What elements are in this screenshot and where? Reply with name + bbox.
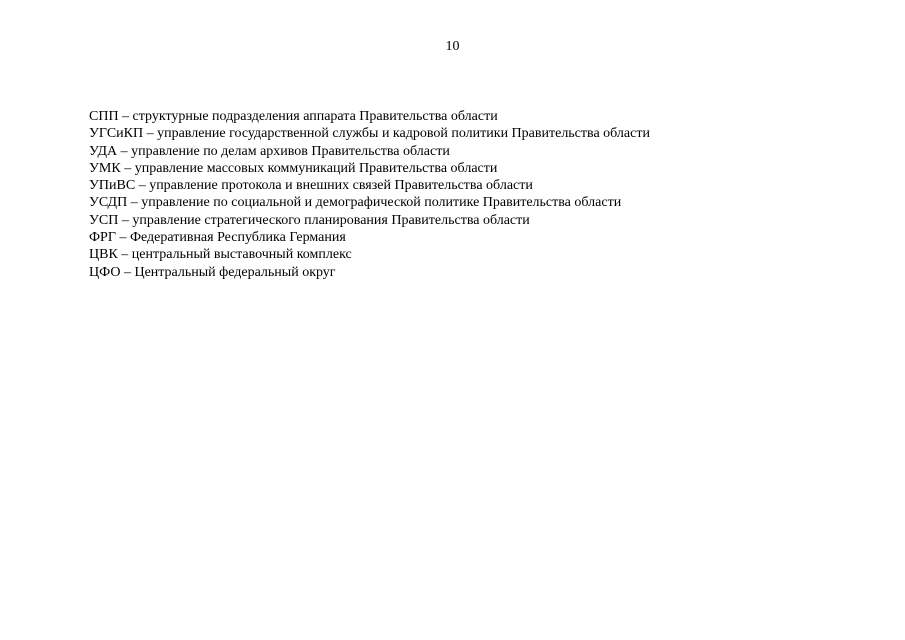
abbreviation-item: ФРГ – Федеративная Республика Германия <box>89 230 346 246</box>
abbreviation-item: ЦВК – центральный выставочный комплекс <box>89 247 352 263</box>
abbreviation-item: УМК – управление массовых коммуникаций Правительства области <box>89 160 498 176</box>
abbreviation-item: ЦФО – Центральный федеральный округ <box>89 264 336 280</box>
abbreviation-item: УСП – управление стратегического планирования Правительства области <box>89 212 530 228</box>
abbreviation-item: УСДП – управление по социальной и демографической политике Правительства области <box>89 195 622 211</box>
page-number: 10 <box>445 39 460 54</box>
abbreviation-item: УПиВС – управление протокола и внешних связей Правительства области <box>89 178 533 194</box>
abbreviation-list <box>89 108 650 281</box>
abbreviation-item: УДА – управление по делам архивов Правительства области <box>89 143 450 159</box>
abbreviation-item: УГСиКП – управление государственной службы и кадровой политики Правительства области <box>89 126 650 142</box>
abbreviation-item: СПП – структурные подразделения аппарата Правительства области <box>89 109 498 124</box>
